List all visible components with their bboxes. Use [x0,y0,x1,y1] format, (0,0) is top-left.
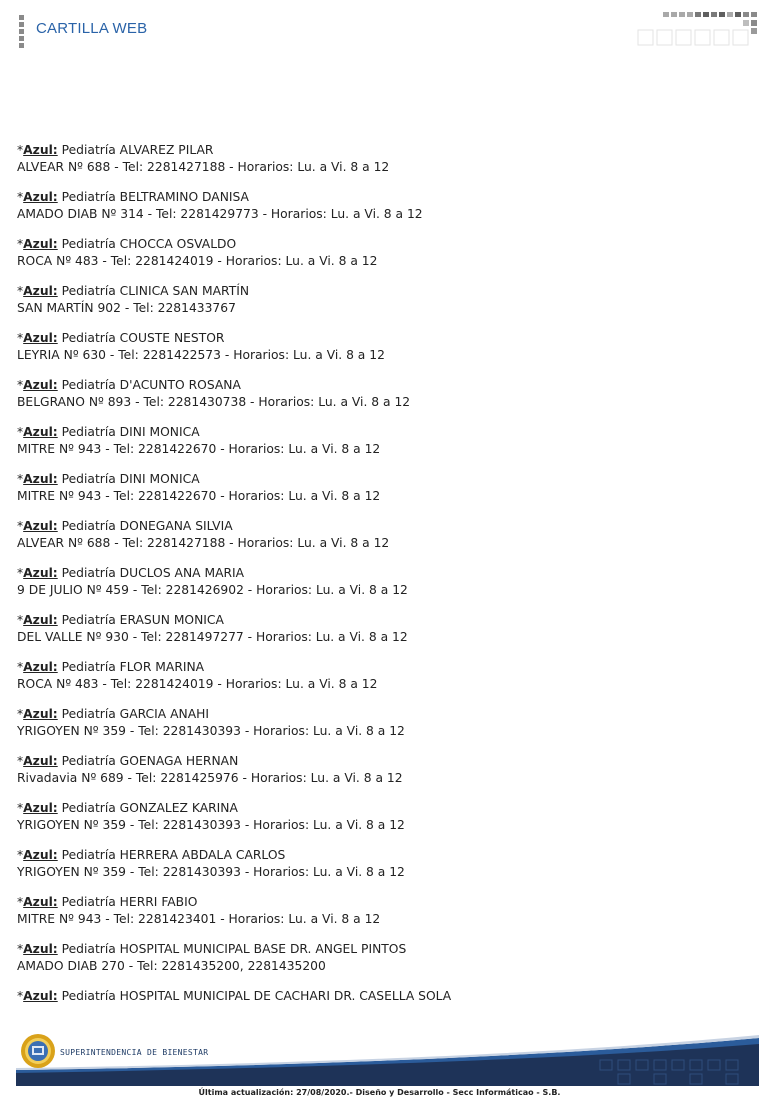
provider-address: ALVEAR Nº 688 - Tel: 2281427188 - Horarios: Lu. a Vi. 8 a 12 [17,159,390,174]
entry-title-line [17,565,747,582]
provider-address: 9 DE JULIO Nº 459 - Tel: 2281426902 - Horarios: Lu. a Vi. 8 a 12 [17,582,408,597]
provider-address: AMADO DIAB 270 - Tel: 2281435200, 2281435200 [17,958,326,973]
entry-title-line [17,753,747,770]
header-bars-icon [19,15,24,47]
list-item [17,142,747,175]
provider-address: AMADO DIAB Nº 314 - Tel: 2281429773 - Horarios: Lu. a Vi. 8 a 12 [17,206,423,221]
city-label: Azul: [23,143,58,157]
provider-name: Pediatría FLOR MARINA [61,660,205,674]
list-item [17,377,747,410]
city-label: Azul: [23,613,58,627]
bullet-asterisk: * [17,378,24,392]
bullet-asterisk: * [17,519,24,533]
bullet-asterisk: * [17,472,24,486]
city-label: Azul: [23,707,58,721]
bullet-asterisk: * [17,566,24,580]
header-squares-decoration [635,10,759,50]
entry-title-line [17,424,747,441]
provider-name: Pediatría BELTRAMINO DANISA [61,190,249,204]
list-item [17,988,747,1005]
provider-address: SAN MARTÍN 902 - Tel: 2281433767 [17,300,236,315]
entry-title-line [17,988,747,1005]
entry-title-line [17,612,747,629]
provider-address: ALVEAR Nº 688 - Tel: 2281427188 - Horarios: Lu. a Vi. 8 a 12 [17,535,390,550]
entry-title-line [17,142,747,159]
bullet-asterisk: * [17,660,24,674]
bullet-asterisk: * [17,801,24,815]
last-update-text: Última actualización: 27/08/2020.- Diseño y Desarrollo - Secc Informáticao - S.B. [198,1088,561,1097]
list-item [17,753,747,786]
city-label: Azul: [23,472,58,486]
city-label: Azul: [23,378,58,392]
bullet-asterisk: * [17,613,24,627]
list-item [17,941,747,974]
provider-list [17,142,747,1019]
provider-address: YRIGOYEN Nº 359 - Tel: 2281430393 - Horarios: Lu. a Vi. 8 a 12 [17,864,405,879]
page-footer [0,1030,759,1101]
entry-title-line [17,706,747,723]
list-item [17,847,747,880]
entry-title-line [17,518,747,535]
bullet-asterisk: * [17,237,24,251]
provider-address: YRIGOYEN Nº 359 - Tel: 2281430393 - Horarios: Lu. a Vi. 8 a 12 [17,723,405,738]
bullet-asterisk: * [17,754,24,768]
list-item [17,800,747,833]
provider-address: DEL VALLE Nº 930 - Tel: 2281497277 - Horarios: Lu. a Vi. 8 a 12 [17,629,408,644]
list-item [17,659,747,692]
provider-address: Rivadavia Nº 689 - Tel: 2281425976 - Horarios: Lu. a Vi. 8 a 12 [17,770,403,785]
list-item [17,424,747,457]
seal-logo-icon [20,1033,56,1069]
bullet-asterisk: * [17,425,24,439]
city-label: Azul: [23,660,58,674]
entry-title-line [17,894,747,911]
city-label: Azul: [23,284,58,298]
list-item [17,330,747,363]
footer-wave-band [0,1030,759,1088]
provider-name: Pediatría GONZALEZ KARINA [61,801,238,815]
city-label: Azul: [23,848,58,862]
bullet-asterisk: * [17,190,24,204]
bullet-asterisk: * [17,284,24,298]
provider-address: YRIGOYEN Nº 359 - Tel: 2281430393 - Horarios: Lu. a Vi. 8 a 12 [17,817,405,832]
provider-name: Pediatría HOSPITAL MUNICIPAL BASE DR. ANGEL PINTOS [61,942,407,956]
provider-name: Pediatría ALVAREZ PILAR [61,143,214,157]
provider-address: MITRE Nº 943 - Tel: 2281422670 - Horarios: Lu. a Vi. 8 a 12 [17,441,381,456]
entry-title-line [17,236,747,253]
entry-title-line [17,283,747,300]
entry-title-line [17,377,747,394]
provider-name: Pediatría CLINICA SAN MARTÍN [61,284,250,298]
city-label: Azul: [23,331,58,345]
entry-title-line [17,659,747,676]
provider-name: Pediatría COUSTE NESTOR [61,331,225,345]
city-label: Azul: [23,237,58,251]
bullet-asterisk: * [17,331,24,345]
provider-address: ROCA Nº 483 - Tel: 2281424019 - Horarios: Lu. a Vi. 8 a 12 [17,253,378,268]
list-item [17,894,747,927]
city-label: Azul: [23,566,58,580]
provider-name: Pediatría DONEGANA SILVIA [61,519,233,533]
page-title: CARTILLA WEB [36,20,148,37]
bullet-asterisk: * [17,989,24,1003]
list-item [17,283,747,316]
entry-title-line [17,471,747,488]
list-item [17,471,747,504]
provider-address: LEYRIA Nº 630 - Tel: 2281422573 - Horarios: Lu. a Vi. 8 a 12 [17,347,385,362]
city-label: Azul: [23,942,58,956]
bullet-asterisk: * [17,942,24,956]
list-item [17,189,747,222]
provider-address: ROCA Nº 483 - Tel: 2281424019 - Horarios: Lu. a Vi. 8 a 12 [17,676,378,691]
provider-name: Pediatría GARCIA ANAHI [61,707,209,721]
provider-name: Pediatría GOENAGA HERNAN [61,754,239,768]
page-header [0,0,759,60]
list-item [17,706,747,739]
provider-name: Pediatría DINI MONICA [61,472,200,486]
bullet-asterisk: * [17,143,24,157]
list-item [17,612,747,645]
city-label: Azul: [23,190,58,204]
provider-address: MITRE Nº 943 - Tel: 2281423401 - Horarios: Lu. a Vi. 8 a 12 [17,911,381,926]
entry-title-line [17,941,747,958]
bullet-asterisk: * [17,707,24,721]
bullet-asterisk: * [17,895,24,909]
provider-name: Pediatría HERRERA ABDALA CARLOS [61,848,286,862]
provider-name: Pediatría D'ACUNTO ROSANA [61,378,241,392]
entry-title-line [17,189,747,206]
provider-name: Pediatría DINI MONICA [61,425,200,439]
list-item [17,518,747,551]
city-label: Azul: [23,989,58,1003]
list-item [17,565,747,598]
city-label: Azul: [23,519,58,533]
city-label: Azul: [23,754,58,768]
provider-name: Pediatría CHOCCA OSVALDO [61,237,237,251]
entry-title-line [17,800,747,817]
city-label: Azul: [23,801,58,815]
provider-name: Pediatría HOSPITAL MUNICIPAL DE CACHARI DR. CASELLA SOLA [61,989,452,1003]
provider-address: MITRE Nº 943 - Tel: 2281422670 - Horarios: Lu. a Vi. 8 a 12 [17,488,381,503]
entry-title-line [17,330,747,347]
provider-name: Pediatría DUCLOS ANA MARIA [61,566,245,580]
entry-title-line [17,847,747,864]
provider-address: BELGRANO Nº 893 - Tel: 2281430738 - Horarios: Lu. a Vi. 8 a 12 [17,394,411,409]
provider-name: Pediatría HERRI FABIO [61,895,198,909]
city-label: Azul: [23,895,58,909]
list-item [17,236,747,269]
bullet-asterisk: * [17,848,24,862]
city-label: Azul: [23,425,58,439]
provider-name: Pediatría ERASUN MONICA [61,613,224,627]
organization-name: SUPERINTENDENCIA DE BIENESTAR [60,1048,209,1057]
